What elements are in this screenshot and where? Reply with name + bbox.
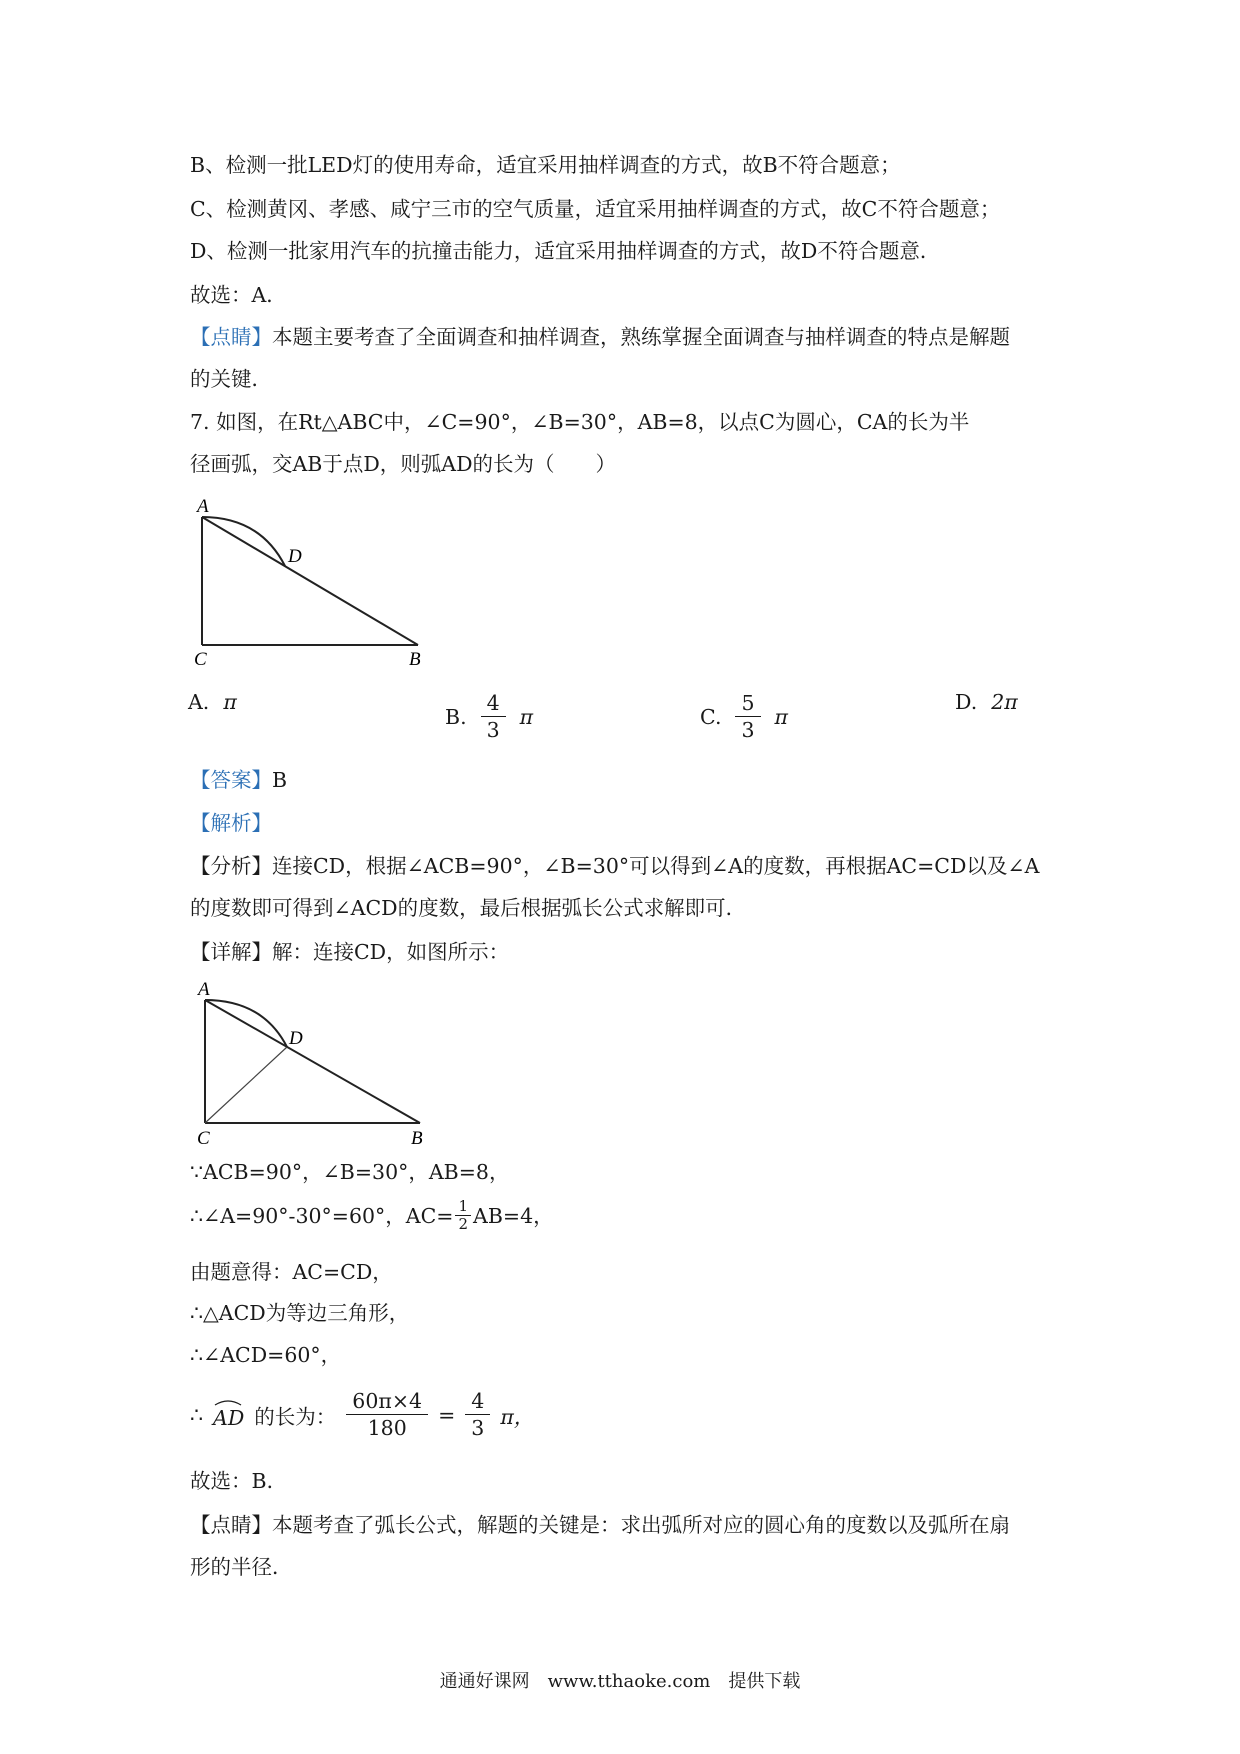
option-b-fraction	[481, 690, 506, 743]
text-line: B、检测一批LED灯的使用寿命，适宜采用抽样调查的方式，故B不符合题意；	[190, 153, 901, 177]
option-d-value: 2π	[991, 690, 1018, 714]
option-c[interactable]	[700, 690, 788, 743]
arc-length-fraction	[346, 1388, 428, 1441]
question-7-line2: 径画弧，交AB于点D，则弧AD的长为（ ）	[190, 452, 617, 476]
denominator: 3	[741, 718, 755, 742]
numerator: 4	[465, 1388, 490, 1415]
result-fraction	[465, 1388, 490, 1441]
arc-mark-icon	[213, 1398, 243, 1406]
dianjing2-tag: 【点睛】	[190, 1513, 272, 1537]
label-A: A	[198, 979, 210, 1000]
triangle-figure-2	[188, 978, 438, 1152]
numerator: 5	[735, 690, 760, 717]
numerator: 4	[481, 690, 506, 717]
step-5: ∴∠ACD=60°，	[190, 1343, 342, 1367]
label-B: B	[411, 1128, 423, 1148]
equals-sign: =	[438, 1402, 456, 1427]
answer-line	[190, 765, 287, 795]
step-6-text: 的长为：	[254, 1404, 337, 1429]
step-2-text-end: AB=4，	[473, 1203, 554, 1228]
label-B: B	[409, 649, 421, 670]
label-D: D	[288, 546, 302, 567]
dianjing-tag: 【点睛】	[190, 325, 272, 349]
label-C: C	[197, 1128, 210, 1148]
option-c-label: C.	[700, 704, 722, 729]
arc-label: AD	[213, 1405, 245, 1430]
triangle-figure-1	[185, 495, 435, 674]
arc-ad	[213, 1400, 244, 1430]
answer-tag: 【答案】	[190, 768, 272, 792]
option-a-value: π	[223, 690, 237, 714]
option-d[interactable]	[955, 690, 1018, 714]
option-b[interactable]	[445, 690, 533, 743]
dianjing2-line2: 形的半径．	[190, 1555, 293, 1579]
pi-symbol: π	[519, 704, 534, 729]
analysis-line	[190, 808, 272, 838]
option-a[interactable]	[188, 690, 237, 714]
option-a-label: A.	[188, 690, 210, 714]
label-A: A	[197, 496, 209, 517]
analysis-tag: 【解析】	[190, 811, 272, 835]
step-6-equation	[190, 1388, 534, 1441]
step-2-text: ∴∠A=90°-30°=60°，AC=	[190, 1203, 454, 1228]
step-4: ∴△ACD为等边三角形，	[190, 1301, 410, 1325]
label-D: D	[289, 1028, 303, 1049]
xiangjie-tag: 【详解】	[190, 940, 272, 964]
text-line: 故选：A．	[190, 283, 287, 307]
option-c-fraction	[735, 690, 760, 743]
half-fraction	[455, 1198, 471, 1233]
xiangjie-line	[190, 937, 509, 967]
step-3: 由题意得：AC=CD，	[190, 1260, 393, 1284]
numerator: 1	[455, 1198, 471, 1216]
denominator: 3	[486, 718, 500, 742]
fenxi-tag: 【分析】	[190, 854, 272, 878]
text-line	[190, 322, 1010, 352]
option-b-label: B.	[445, 704, 467, 729]
denominator: 180	[367, 1416, 407, 1440]
fenxi-line2: 的度数即可得到∠ACD的度数，最后根据弧长公式求解即可．	[190, 896, 747, 920]
label-C: C	[194, 649, 207, 670]
fenxi-text: 连接CD，根据∠ACB=90°，∠B=30°可以得到∠A的度数，再根据AC=CD以及∠A	[272, 854, 1040, 878]
xiangjie-text: 解：连接CD，如图所示：	[272, 940, 510, 964]
page-footer: 通通好课网 www.tthaoke.com 提供下载	[439, 1671, 801, 1692]
pi-symbol: π	[774, 704, 789, 729]
fenxi-line1	[190, 851, 1039, 881]
numerator: 60π×4	[346, 1388, 428, 1415]
text-line: D、检测一批家用汽车的抗撞击能力，适宜采用抽样调查的方式，故D不符合题意．	[190, 239, 941, 263]
pi-symbol: π，	[500, 1404, 535, 1429]
option-d-label: D.	[955, 690, 978, 714]
text-line: C、检测黄冈、孝感、咸宁三市的空气质量，适宜采用抽样调查的方式，故C不符合题意；	[190, 197, 1001, 221]
dianjing-text: 本题主要考查了全面调查和抽样调查，熟练掌握全面调查与抽样调查的特点是解题	[272, 325, 1010, 349]
therefore-symbol: ∴	[190, 1402, 204, 1427]
dianjing2-line1	[190, 1510, 1010, 1540]
denominator: 3	[471, 1416, 485, 1440]
answer-value: B	[272, 768, 288, 792]
step-1: ∵ACB=90°，∠B=30°，AB=8，	[190, 1160, 510, 1184]
denominator: 2	[458, 1215, 469, 1233]
step-2	[190, 1198, 554, 1233]
text-line: 的关键．	[190, 367, 272, 391]
dianjing2-text: 本题考查了弧长公式，解题的关键是：求出弧所对应的圆心角的度数以及弧所在扇	[272, 1513, 1010, 1537]
step-7: 故选：B．	[190, 1469, 288, 1493]
question-7-line1: 7. 如图，在Rt△ABC中，∠C=90°，∠B=30°，AB=8，以点C为圆心，CA的长为半	[190, 410, 970, 434]
